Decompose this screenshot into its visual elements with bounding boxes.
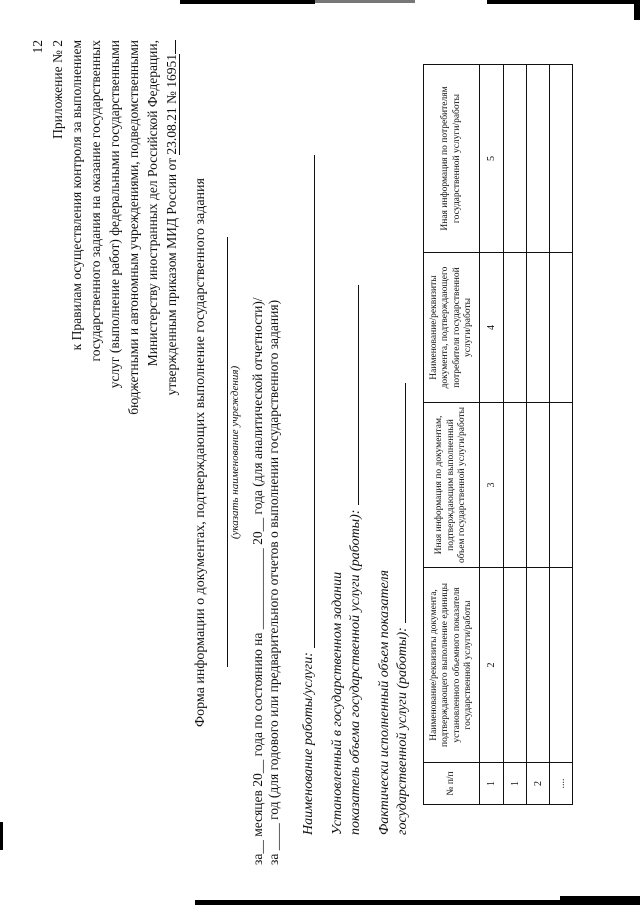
form-fields	[300, 40, 411, 835]
planned-volume-line2	[346, 155, 364, 835]
column-number: 3	[480, 403, 504, 568]
scan-edge-artifact	[180, 0, 315, 4]
col-header-consumer-info: Иная информация по потребителям государственной услуги/работы	[424, 65, 480, 253]
appendix-line: Министерству иностранных дел Российской Федерации,	[145, 40, 160, 367]
table-cell-empty	[504, 403, 527, 568]
work-name-label: Наименование работы/услуги:	[301, 652, 316, 835]
scan-edge-artifact	[487, 0, 640, 4]
appendix-line: к Правилам осуществления контроля за выполнением	[69, 40, 84, 351]
column-number: 2	[480, 568, 504, 763]
period-line-analytic: за__ месяцев 20__ года по состоянию на ____________ 20__ года (для аналитической отчетности)/	[250, 297, 265, 865]
appendix-line: услуг (выполнение работ) федеральными государственными	[107, 40, 122, 389]
table-cell-empty	[550, 65, 573, 253]
planned-volume-field	[329, 155, 364, 835]
actual-volume-line2	[393, 155, 411, 835]
approval-prefix: утвержденным приказом МИД России от	[164, 154, 179, 396]
table-cell-empty	[550, 568, 573, 763]
table-cell-empty	[550, 403, 573, 568]
col-header-volume-info: Иная информация по документам, подтверждающим выполненный объем государственной услуги/работы	[424, 403, 480, 568]
table-cell-empty	[504, 65, 527, 253]
institution-hint: (указать наименование учреждения)	[229, 365, 241, 540]
approval-date-number: 23.08.21 № 16951	[164, 54, 179, 155]
scan-edge-artifact	[560, 896, 640, 905]
table-cell-empty	[527, 65, 550, 253]
appendix-line: бюджетными и автономным учреждениями, подведомственными	[126, 40, 141, 415]
row-index-cell: 2	[527, 763, 550, 805]
blank-underline	[163, 40, 176, 54]
table-cell-empty	[504, 253, 527, 403]
col-header-index: № п/п	[424, 763, 480, 805]
table-cell-empty	[504, 568, 527, 763]
appendix-title: Приложение № 2	[50, 40, 65, 139]
table-cell-empty	[527, 568, 550, 763]
scan-edge-artifact	[195, 900, 575, 905]
scan-edge-artifact	[634, 0, 640, 20]
column-number: 5	[480, 65, 504, 253]
column-number-row	[480, 65, 504, 805]
table-header-row	[424, 65, 480, 805]
appendix-approval-line	[162, 40, 181, 865]
period-line-annual: за ____ год (для годового или предварительного отчетов о выполнении государственного задания)	[266, 299, 281, 865]
institution-blank-underline	[219, 238, 228, 668]
planned-volume-label: показатель объема государственной услуги (работы):	[348, 509, 363, 835]
work-name-field	[300, 155, 317, 835]
actual-volume-field	[376, 155, 411, 835]
blank-underline	[300, 155, 315, 648]
page-number: 12	[30, 40, 45, 54]
col-header-consumer-document: Наименование/реквизиты документа, подтверждающего потребителя государственной услуги/работы	[424, 253, 480, 403]
table-cell-empty	[527, 403, 550, 568]
column-number: 1	[480, 763, 504, 805]
column-number: 4	[480, 253, 504, 403]
blank-underline	[346, 286, 359, 506]
table-cell-empty	[550, 253, 573, 403]
reporting-period-block	[250, 40, 282, 865]
documents-table	[423, 64, 573, 805]
scan-edge-artifact	[315, 0, 415, 3]
form-title: Форма информации о документах, подтверждающих выполнение государственного задания	[193, 178, 208, 727]
planned-volume-line1: Установленный в государственном задании	[330, 571, 345, 835]
scan-edge-artifact	[0, 822, 3, 850]
appendix-line: государственного задания на оказание государственных	[88, 40, 103, 362]
appendix-header	[48, 40, 181, 865]
row-index-cell: ....	[550, 763, 573, 805]
col-header-unit-document: Наименование/реквизиты документа, подтверждающего выполнение единицы установленного объемного показателя государственной услуги/работы	[424, 568, 480, 763]
blank-underline	[393, 383, 406, 623]
actual-volume-label: государственной услуги (работы):	[395, 627, 410, 835]
row-index-cell: 1	[504, 763, 527, 805]
actual-volume-line1: Фактически исполненный объем показателя	[377, 569, 392, 835]
table-row	[527, 65, 550, 805]
table-row	[550, 65, 573, 805]
table-row	[504, 65, 527, 805]
table-cell-empty	[527, 253, 550, 403]
